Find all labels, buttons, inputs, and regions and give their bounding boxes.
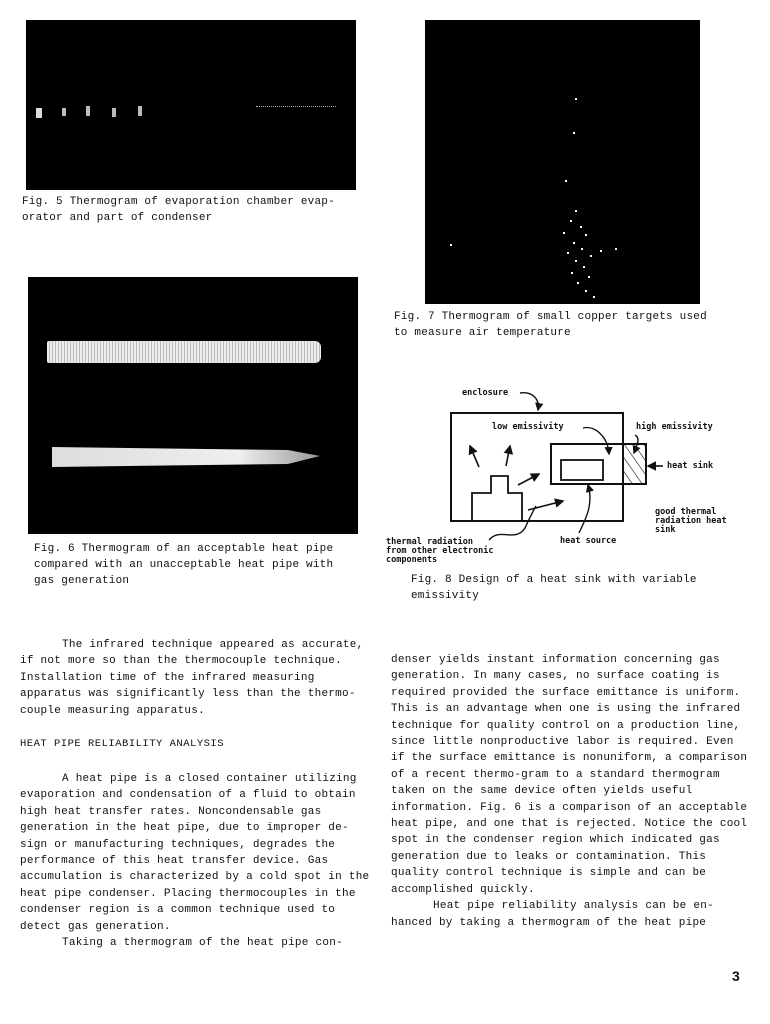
fig6-caption-text: Thermogram of an acceptable heat pipe compared with an unacceptable heat pipe with gas generation <box>34 543 334 587</box>
fig5-caption-text: Thermogram of evaporation chamber evap- orator and part of condenser <box>22 196 335 224</box>
fig8-label: Fig. 8 <box>411 574 452 586</box>
label-high-emissivity: high emissivity <box>636 422 713 432</box>
heat-source-box <box>561 460 603 480</box>
paragraph-condenser-info: denser yields instant information concerning gas generation. In many cases, no surface coating is required provided the surface emittance is uniform. This is an advantage when one is using the infrared technique for quality control on a production line, since little nonproductive labor is required. Even if the surface emittance is nonuniform, a comparison of a recent thermo-gram to a standard thermogram taken on the same device often yields useful information. Fig. 6 is a comparison of an acceptable heat pipe, and one that is rejected. Notice the cool spot in the condenser region which indicated gas generation due to leaks or contamination. This quality control technique is simple and can be accomplished quickly. <box>391 654 748 896</box>
label-thermal-radiation-3: components <box>386 555 438 565</box>
fig7-caption-text: Thermogram of small copper targets used to measure air temperature <box>394 311 707 339</box>
fig6-label: Fig. 6 <box>34 543 75 555</box>
label-thermal-radiation-1: thermal radiation <box>386 537 473 547</box>
page-number: 3 <box>732 968 740 984</box>
paragraph-heat-pipe-definition: A heat pipe is a closed container utilizing evaporation and condensation of a fluid to obtain high heat transfer rates. Noncondensable gas generation in the heat pipe, due to improper de-sign or manufacturing techniques, degrades the performance of this heat transfer device. Gas accumulation is characterized by a cold spot in the heat pipe condenser. Placing thermocouples in the condenser region is a common technique used to detect gas generation. <box>20 773 370 933</box>
paragraph-taking-thermogram: Taking a thermogram of the heat pipe con- <box>62 937 343 950</box>
fig8-diagram <box>380 375 770 570</box>
fig7-label: Fig. 7 <box>394 311 435 323</box>
label-good-thermal-2: radiation heat <box>655 516 727 526</box>
fig5-caption <box>22 194 367 226</box>
label-heat-sink: heat sink <box>667 461 714 471</box>
label-low-emissivity: low emissivity <box>492 422 564 432</box>
fig5-thermogram-image <box>26 20 356 190</box>
left-column <box>20 637 372 719</box>
label-enclosure: enclosure <box>462 388 509 398</box>
condenser-trace <box>256 106 336 110</box>
fig5-label: Fig. 5 <box>22 196 63 208</box>
paragraph-infrared-accuracy: The infrared technique appeared as accurate, if not more so than the thermocouple technique. Installation time of the infrared measuring apparatus was significantly less than the thermo-couple measuring apparatus. <box>20 639 364 717</box>
fig7-thermogram-image <box>425 20 700 304</box>
label-good-thermal-1: good thermal <box>655 507 717 517</box>
left-column-2 <box>20 771 372 951</box>
section-heading: HEAT PIPE RELIABILITY ANALYSIS <box>20 738 225 750</box>
label-good-thermal-3: sink <box>655 525 676 535</box>
label-heat-source: heat source <box>560 536 617 546</box>
fig6-caption <box>34 541 374 589</box>
paragraph-reliability-enhanced: Heat pipe reliability analysis can be en-hanced by taking a thermogram of the heat pipe <box>391 900 714 929</box>
fig7-caption <box>394 309 744 341</box>
fig8-caption <box>411 572 751 604</box>
electronic-component <box>472 476 522 521</box>
fig6-thermogram-image <box>28 277 358 534</box>
unacceptable-heat-pipe <box>52 447 320 467</box>
acceptable-heat-pipe <box>47 341 321 363</box>
label-thermal-radiation-2: from other electronic <box>386 546 494 556</box>
fig8-caption-text: Design of a heat sink with variable emissivity <box>411 574 697 602</box>
right-column <box>391 652 749 931</box>
